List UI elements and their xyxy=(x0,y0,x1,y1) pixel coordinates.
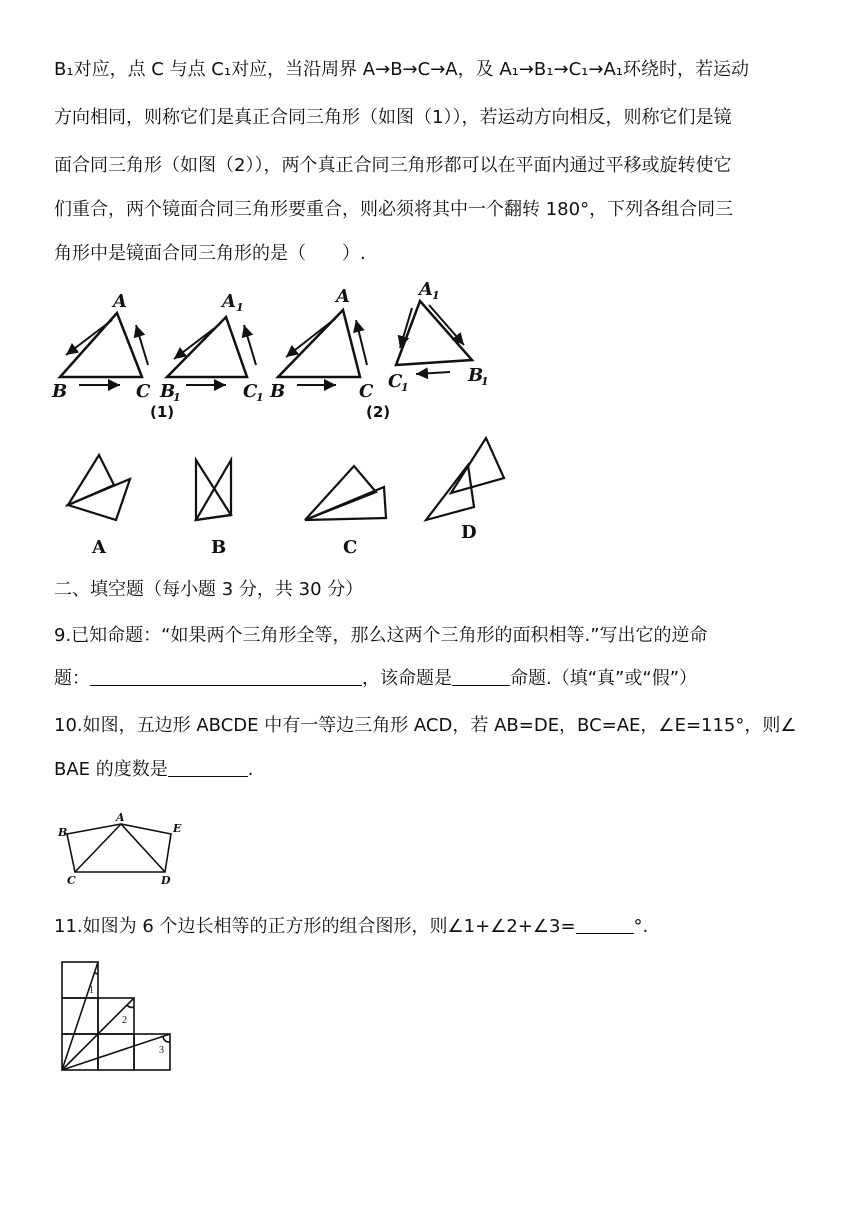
segment-angle-3 xyxy=(62,1034,170,1070)
problem-10-suffix: . xyxy=(247,759,254,780)
label-a-fig2: A xyxy=(336,286,350,307)
six-squares-figure xyxy=(60,960,175,1072)
label-c-fig1: C xyxy=(136,381,151,402)
caption-fig-1: (1) xyxy=(150,403,175,421)
problem-10-line-1: 10.如图，五边形 ABCDE 中有一等边三角形 ACD，若 AB=DE，BC=AE，∠E=115°，则∠ xyxy=(54,715,797,736)
problem-8-line-2: 方向相同，则称它们是真正合同三角形（如图（1）），若运动方向相反，则称它们是镜 xyxy=(54,107,732,128)
label-b1-fig2-sub: 1 xyxy=(481,375,489,388)
option-c-triangle-1 xyxy=(305,466,376,520)
pentagon-label-d: D xyxy=(161,874,171,887)
angle-label-1: 1 xyxy=(89,985,94,996)
problem-8-line-3: 面合同三角形（如图（2）），两个真正合同三角形都可以在平面内通过平移或旋转使它 xyxy=(54,155,732,176)
triangle-abc-1 xyxy=(60,313,142,377)
problem-8-line-5: 角形中是镜面合同三角形的是（ ）. xyxy=(54,243,366,264)
problem-9-suffix: 命题.（填“真”或“假”） xyxy=(510,668,698,689)
problem-9-middle: ，该命题是 xyxy=(362,668,452,689)
label-a1-fig1: A xyxy=(222,291,236,312)
truth-answer-blank[interactable] xyxy=(452,667,510,686)
pentagon-figure xyxy=(54,811,194,887)
arc-angle-2 xyxy=(127,1005,134,1007)
label-b1-fig2: B xyxy=(468,365,484,386)
option-c-label: C xyxy=(343,537,358,558)
option-a-triangle-2 xyxy=(68,479,130,520)
problem-9-line-2 xyxy=(54,667,697,691)
option-a-label: A xyxy=(92,537,106,558)
triangle-abc-2 xyxy=(278,310,360,377)
angle-label-3: 3 xyxy=(159,1045,164,1056)
options-figure xyxy=(56,430,516,560)
pentagon-label-b: B xyxy=(58,826,68,839)
problem-10-prefix: BAE 的度数是 xyxy=(54,759,168,780)
label-b1-fig1: B xyxy=(160,381,176,402)
option-c-triangle-2 xyxy=(305,487,386,520)
problem-8-line-1: B₁对应，点 C 与点 C₁对应，当沿周界 A→B→C→A，及 A₁→B₁→C₁→A₁环绕时，若运动 xyxy=(54,59,749,80)
option-d-label: D xyxy=(461,522,477,543)
label-a-fig1: A xyxy=(113,291,127,312)
problem-11-suffix: °. xyxy=(633,916,649,937)
label-a1-fig2-sub: 1 xyxy=(432,289,440,302)
problem-9-prefix: 题： xyxy=(54,668,90,689)
segment-angle-1 xyxy=(62,962,98,1070)
option-d-triangle-1 xyxy=(451,438,504,493)
problem-11-prefix: 11.如图为 6 个边长相等的正方形的组合图形，则∠1+∠2+∠3= xyxy=(54,916,576,937)
angle-bae-answer-blank[interactable] xyxy=(168,758,248,777)
label-b-fig2: B xyxy=(270,381,286,402)
problem-11-line-1 xyxy=(54,915,648,939)
label-c-fig2: C xyxy=(359,381,374,402)
congruent-triangles-figure xyxy=(50,280,500,425)
label-b1-fig1-sub: 1 xyxy=(173,391,181,404)
pentagon-label-e: E xyxy=(173,822,182,835)
pentagon-label-c: C xyxy=(67,874,76,887)
problem-8-line-4: 们重合，两个镜面合同三角形要重合，则必须将其中一个翻转 180°，下列各组合同三 xyxy=(54,199,734,220)
triangle-a1b1c1-1 xyxy=(167,317,247,377)
caption-fig-2: (2) xyxy=(366,403,391,421)
label-c1-fig2: C xyxy=(388,371,403,392)
problem-10-line-2 xyxy=(54,758,254,782)
section-heading: 二、填空题（每小题 3 分，共 30 分） xyxy=(54,579,364,600)
option-b-label: B xyxy=(211,537,227,558)
angle-sum-answer-blank[interactable] xyxy=(576,915,634,934)
pentagon-label-a: A xyxy=(116,811,125,824)
option-a-triangle-1 xyxy=(68,455,114,505)
label-a1-fig1-sub: 1 xyxy=(236,301,244,314)
label-c1-fig1-sub: 1 xyxy=(256,391,264,404)
angle-label-2: 2 xyxy=(122,1015,127,1026)
option-d-triangle-2 xyxy=(426,465,474,520)
label-a1-fig2: A xyxy=(419,279,433,300)
problem-9-line-1: 9.已知命题：“如果两个三角形全等，那么这两个三角形的面积相等.”写出它的逆命 xyxy=(54,625,708,646)
label-b-fig1: B xyxy=(52,381,68,402)
label-c1-fig1: C xyxy=(243,381,258,402)
converse-answer-blank[interactable] xyxy=(90,667,362,686)
label-c1-fig2-sub: 1 xyxy=(401,381,409,394)
arc-angle-3 xyxy=(163,1036,170,1042)
